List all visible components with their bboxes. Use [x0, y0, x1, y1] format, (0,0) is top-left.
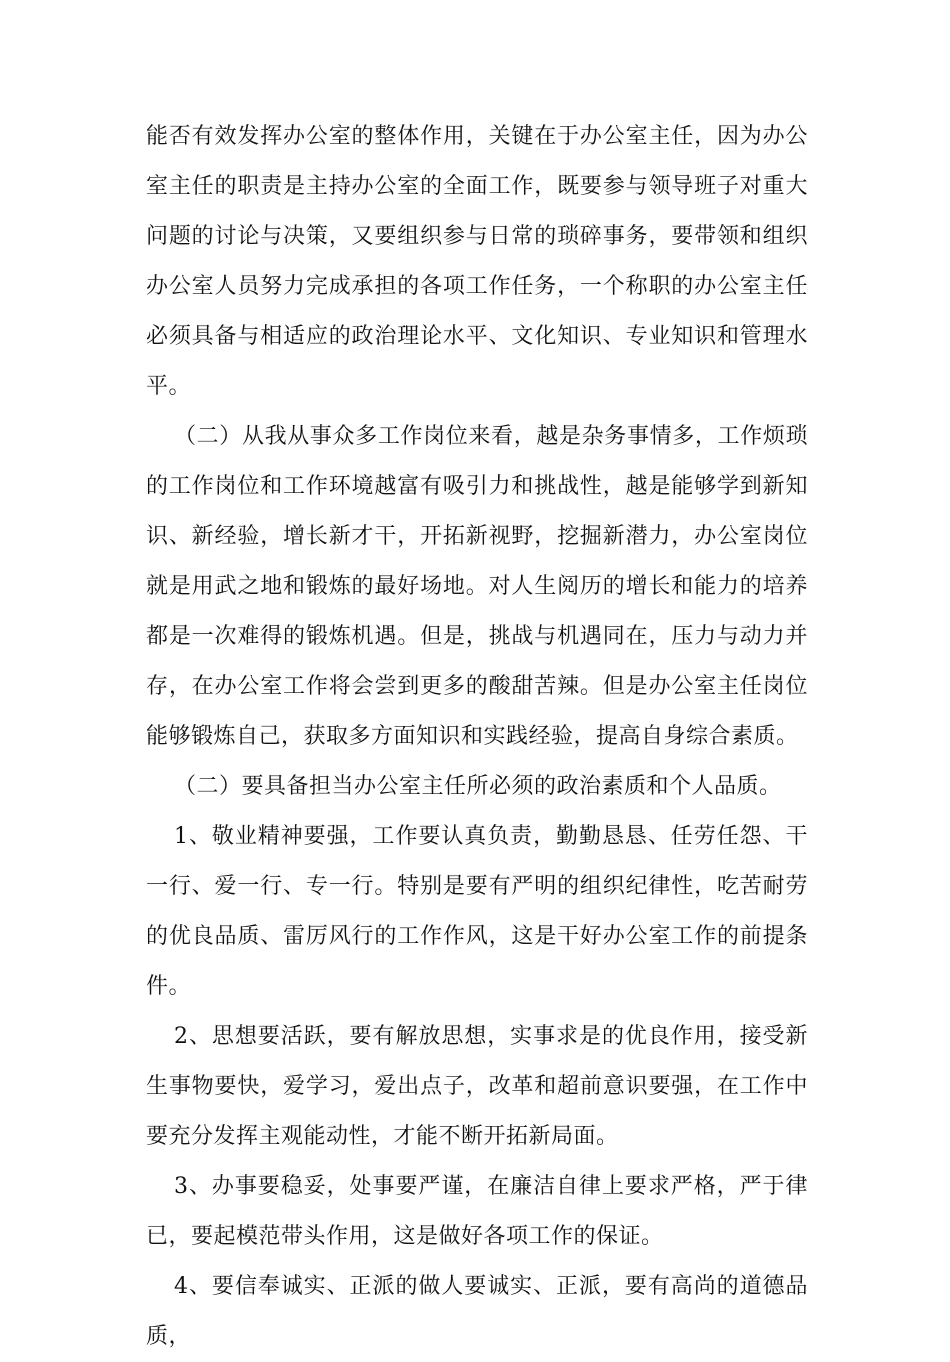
paragraph-7: 4、要信奉诚实、正派的做人要诚实、正派，要有高尚的道德品质，: [146, 1274, 808, 1349]
paragraph-4: 1、敬业精神要强，工作要认真负责，勤勤恳恳、任劳任怨、干一行、爱一行、专一行。特别是要有严明的组织纪律性，吃苦耐劳的优良品质、雷厉风行的工作作风，这是干好办公室工作的前提条件。: [146, 824, 808, 999]
paragraph-5: 2、思想要活跃，要有解放思想，实事求是的优良作用，接受新生事物要快，爱学习，爱出点子，改革和超前意识要强，在工作中要充分发挥主观能动性，才能不断开拓新局面。: [146, 1024, 808, 1149]
document-body: [146, 112, 808, 1362]
paragraph-6: 3、办事要稳妥，处事要严谨，在廉洁自律上要求严格，严于律已，要起模范带头作用，这是做好各项工作的保证。: [146, 1174, 808, 1249]
paragraph-3: （二）要具备担当办公室主任所必须的政治素质和个人品质。: [174, 774, 782, 799]
paragraph-2: （二）从我从事众多工作岗位来看，越是杂务事情多，工作烦琐的工作岗位和工作环境越富有吸引力和挑战性，越是能够学到新知识、新经验，增长新才干，开拓新视野，挖掘新潜力，办公室岗位就是用武之地和锻炼的最好场地。对人生阅历的增长和能力的培养都是一次难得的锻炼机遇。但是，挑战与机遇同在，压力与动力并存，在办公室工作将会尝到更多的酸甜苦辣。但是办公室主任岗位能够锻炼自己，获取多方面知识和实践经验，提高自身综合素质。: [146, 424, 808, 749]
paragraph-1: 能否有效发挥办公室的整体作用，关键在于办公室主任，因为办公室主任的职责是主持办公室的全面工作，既要参与领导班子对重大问题的讨论与决策，又要组织参与日常的琐碎事务，要带领和组织办公室人员努力完成承担的各项工作任务，一个称职的办公室主任必须具备与相适应的政治理论水平、文化知识、专业知识和管理水平。: [146, 124, 808, 399]
